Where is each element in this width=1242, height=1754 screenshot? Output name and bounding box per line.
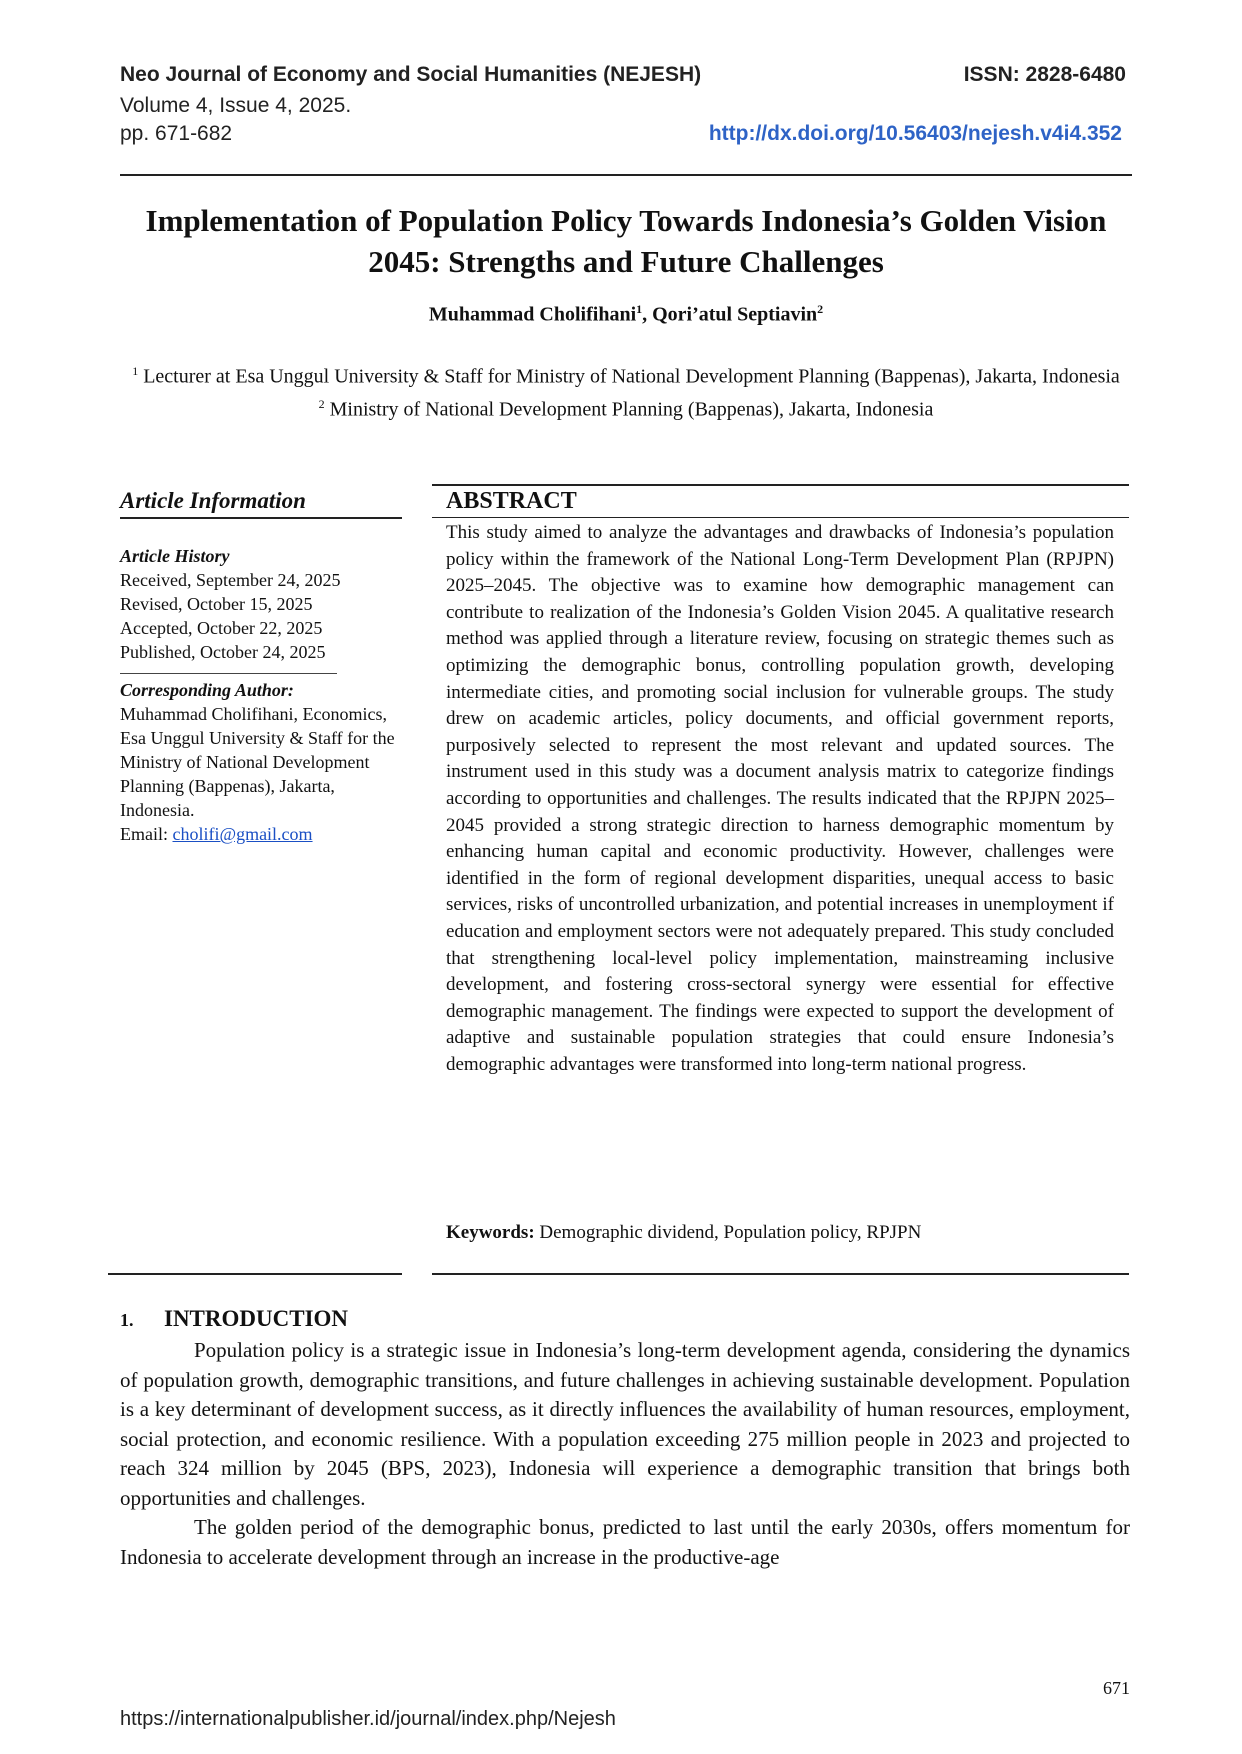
section-title: INTRODUCTION bbox=[164, 1306, 349, 1331]
email-link[interactable]: cholifi@gmail.com bbox=[172, 824, 313, 844]
affiliation-1-text: Lecturer at Esa Unggul University & Staff for Ministry of National Development Planning (Bappenas), Jakarta, Indonesia bbox=[138, 365, 1120, 388]
page-range: pp. 671-682 bbox=[120, 122, 233, 145]
paper-title: Implementation of Population Policy Towards Indonesia’s Golden Vision 2045: Strengths and Future Challenges bbox=[145, 203, 1107, 279]
abstract-bottom-rule bbox=[432, 1273, 1129, 1275]
journal-url[interactable]: https://internationalpublisher.id/journal/index.php/Nejesh bbox=[120, 1708, 616, 1730]
affiliation-2-text: Ministry of National Development Planning (Bappenas), Jakarta, Indonesia bbox=[324, 398, 934, 421]
published-date: Published, October 24, 2025 bbox=[120, 642, 326, 662]
article-info-bottom-rule bbox=[108, 1273, 402, 1275]
author-1: Muhammad Cholifihani bbox=[428, 303, 637, 326]
keywords-label: Keywords: bbox=[446, 1222, 535, 1243]
introduction-body bbox=[120, 1336, 1130, 1572]
affiliation-2-mark: 2 bbox=[318, 396, 325, 411]
keywords-list: Demographic dividend, Population policy, RPJPN bbox=[534, 1222, 922, 1243]
abstract-top-rule bbox=[432, 484, 1129, 486]
affiliation-2 bbox=[120, 391, 1132, 424]
article-info-heading: Article Information bbox=[120, 488, 306, 513]
journal-name: Neo Journal of Economy and Social Humanities (NEJESH) bbox=[120, 63, 702, 86]
volume-issue: Volume 4, Issue 4, 2025. bbox=[120, 94, 352, 117]
accepted-date: Accepted, October 22, 2025 bbox=[120, 618, 323, 638]
email-line bbox=[120, 822, 410, 846]
corresponding-author-details: Muhammad Cholifihani, Economics, Esa Unggul University & Staff for the Ministry of National Development Planning (Bappenas), Jakarta, Indonesia. bbox=[120, 704, 395, 820]
abstract-heading-rule bbox=[432, 517, 1129, 518]
introduction-paragraph-1: Population policy is a strategic issue in Indonesia’s long-term development agenda, considering the dynamics of population growth, demographic transitions, and future challenges in achieving sustainable development. Population is a key determinant of development success, as it directly influences the availability of human resources, employment, social protection, and economic resilience. With a population exceeding 275 million people in 2023 and projected to reach 324 million by 2045 (BPS, 2023), Indonesia will experience a demographic transition that brings both opportunities and challenges. bbox=[120, 1338, 1130, 1510]
issn: ISSN: 2828-6480 bbox=[963, 63, 1126, 86]
revised-date: Revised, October 15, 2025 bbox=[120, 594, 313, 614]
author-2: Qori’atul Septiavin bbox=[652, 303, 818, 326]
abstract-heading: ABSTRACT bbox=[446, 488, 577, 514]
section-heading-introduction bbox=[120, 1306, 348, 1332]
article-info-body bbox=[120, 544, 410, 846]
header-divider bbox=[120, 174, 1132, 176]
corresponding-author-label: Corresponding Author: bbox=[120, 680, 294, 700]
keywords bbox=[446, 1222, 1114, 1244]
affiliation-1 bbox=[120, 358, 1132, 391]
article-info-divider bbox=[120, 517, 402, 519]
abstract-text: This study aimed to analyze the advantages and drawbacks of Indonesia’s population policy within the framework of the National Long-Term Development Plan (RPJPN) 2025–2045. The objective was to examine how demographic management can contribute to realization of the Indonesia’s Golden Vision 2045. A qualitative research method was applied through a literature review, focusing on strategic themes such as optimizing the demographic bonus, controlling population growth, developing intermediate cities, and promoting social inclusion for vulnerable groups. The study drew on academic articles, policy documents, and official government reports, purposively selected to represent the most relevant and updated sources. The instrument used in this study was a document analysis matrix to categorize findings according to opportunities and challenges. The results indicated that the RPJPN 2025–2045 provided a strong strategic direction to harness demographic momentum by enhancing human capital and economic productivity. However, challenges were identified in the form of regional development disparities, unequal access to basic services, risks of uncontrolled urbanization, and potential increases in unemployment if education and employment sectors were not adequately prepared. This study concluded that strengthening local-level policy implementation, mainstreaming inclusive development, and fostering cross-sectoral synergy were essential for effective demographic management. The findings were expected to support the development of adaptive and sustainable population strategies that could ensure Indonesia’s demographic advantages were transformed into long-term national progress. bbox=[446, 522, 1114, 1075]
author-separator: , bbox=[642, 303, 653, 326]
affiliation-1-mark: 1 bbox=[132, 364, 139, 378]
received-date: Received, September 24, 2025 bbox=[120, 570, 341, 590]
page-number: 671 bbox=[1103, 1678, 1130, 1698]
author-2-affiliation-mark: 2 bbox=[817, 302, 824, 316]
article-info-separator bbox=[120, 673, 337, 674]
section-number: 1. bbox=[120, 1310, 134, 1330]
email-label: Email: bbox=[120, 824, 173, 844]
author-1-affiliation-mark: 1 bbox=[636, 302, 643, 316]
introduction-paragraph-2: The golden period of the demographic bonus, predicted to last until the early 2030s, offers momentum for Indonesia to accelerate development through an increase in the productive-age bbox=[120, 1515, 1130, 1569]
doi-link[interactable]: http://dx.doi.org/10.56403/nejesh.v4i4.352 bbox=[708, 122, 1122, 145]
affiliations bbox=[120, 358, 1132, 423]
author-list bbox=[120, 302, 1132, 327]
article-history-label: Article History bbox=[120, 546, 230, 566]
